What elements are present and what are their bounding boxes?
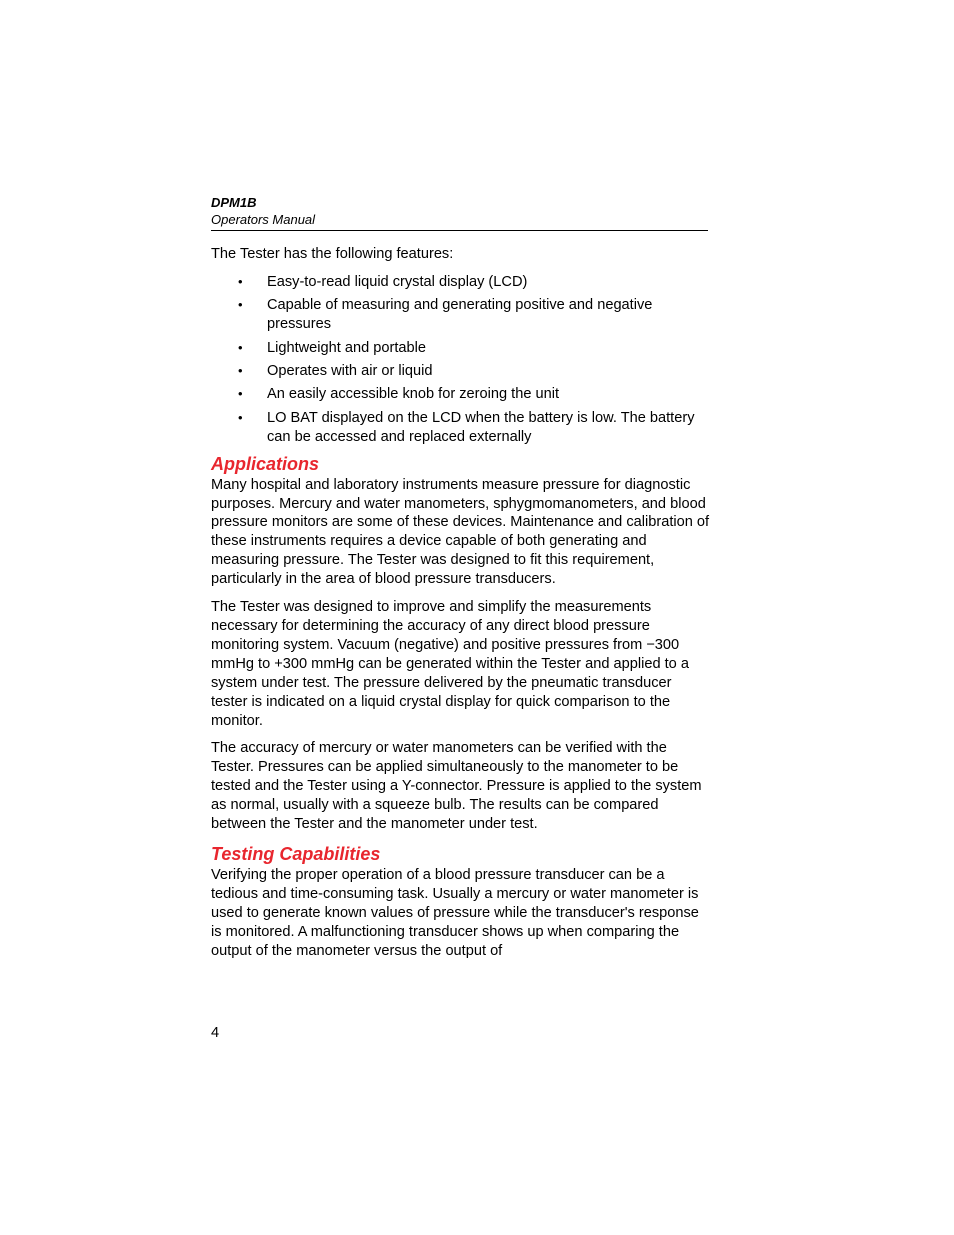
- list-item: [211, 273, 707, 292]
- testing-capabilities-heading: Testing Capabilities: [211, 843, 381, 864]
- bullet-icon: •: [238, 363, 243, 379]
- list-item-text: LO BAT displayed on the LCD when the battery is low. The battery can be accessed and replaced externally: [267, 409, 695, 445]
- list-item-text: Easy-to-read liquid crystal display (LCD): [267, 273, 528, 290]
- applications-heading: Applications: [211, 453, 320, 474]
- list-item: [211, 362, 707, 381]
- list-item-text: Operates with air or liquid: [267, 363, 433, 380]
- features-intro: The Tester has the following features:: [211, 246, 454, 262]
- page-number: 4: [211, 1025, 220, 1041]
- list-item: [211, 385, 707, 404]
- applications-paragraph-3: The accuracy of mercury or water manometers can be verified with the Tester. Pressures can be applied simultaneously to the manometer to be tested and the Tester using a Y-connector. Pressure is applied to the system as normal, usually with a squeeze bulb. The results can be compared between the Tester and the manometer under test.: [211, 740, 702, 833]
- list-item: [211, 339, 707, 358]
- list-item-text: Lightweight and portable: [267, 339, 427, 356]
- bullet-icon: •: [238, 409, 243, 425]
- bullet-icon: •: [238, 273, 243, 289]
- applications-paragraph-1: Many hospital and laboratory instruments measure pressure for diagnostic purposes. Mercury and water manometers, sphygmomanometers, and blood pressure monitors are some of these devices. Maintenance and calibration of these instruments requires a device capable of both generating and measuring pressure. The Tester was designed to fit this requirement, particularly in the area of blood pressure transducers.: [211, 476, 710, 588]
- list-item: [211, 296, 707, 334]
- bullet-icon: •: [238, 297, 243, 313]
- document-subtitle: Operators Manual: [211, 212, 316, 227]
- list-item-text: Capable of measuring and generating positive and negative pressures: [267, 297, 653, 333]
- bullet-icon: •: [238, 339, 243, 355]
- features-list: [211, 273, 711, 447]
- document-id: DPM1B: [211, 195, 257, 210]
- list-item: [211, 409, 707, 447]
- applications-paragraph-2: The Tester was designed to improve and simplify the measurements necessary for determining the accuracy of any direct blood pressure monitoring system. Vacuum (negative) and positive pressures from −300 mmHg to +300 mmHg can be generated within the Tester and applied to a system under test. The pressure delivered by the pneumatic transducer tester is indicated on a liquid crystal display for quick comparison to the monitor.: [211, 599, 689, 729]
- bullet-icon: •: [238, 386, 243, 402]
- list-item-text: An easily accessible knob for zeroing the unit: [267, 386, 560, 403]
- testing-paragraph-1: Verifying the proper operation of a blood pressure transducer can be a tedious and time-consuming task. Usually a mercury or water manometer is used to generate known values of pressure while the transducer's response is monitored. A malfunctioning transducer shows up when comparing the output of the manometer versus the output of: [211, 866, 699, 959]
- page-content: [211, 245, 711, 970]
- running-header: [211, 194, 708, 231]
